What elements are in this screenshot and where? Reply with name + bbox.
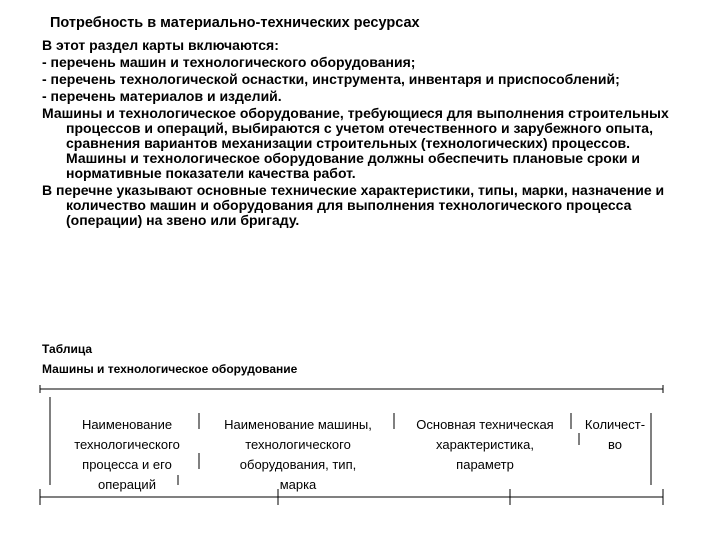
paragraph: - перечень машин и технологического оборудования; [42,54,416,70]
body-text [42,38,682,230]
table-caption: Таблица [42,342,93,356]
paragraph: - перечень материалов и изделий. [42,88,282,104]
column-header-characteristic [396,415,574,475]
header-line: технологического [74,437,180,452]
header-line: технологического [245,437,351,452]
header-line: оборудования, тип, [239,457,357,472]
paragraph: Машины и технологическое оборудование, требующиеся для выполнения строительных процессов и операций, выбираются с учетом отечественного и зарубежного опыта, сравнения вариантов механизации строительных (технологических) процессов. Машины и технологическое оборудование должны обеспечить плановые сроки и нормативные показатели качества работ. [42,105,669,181]
column-header-process [52,415,202,495]
header-line: Основная техническая [416,417,554,432]
column-header-machine [198,415,398,495]
header-line: процесса и его [82,457,172,472]
equipment-table [38,385,668,505]
paragraph: В перечне указывают основные технические характеристики, типы, марки, назначение и количество машин и оборудования для выполнения технологического процесса (операции) на звено или бригаду. [42,182,665,228]
header-line: Наименование машины, [224,417,372,432]
column-header-quantity [570,415,660,455]
header-line: Количест- [584,417,646,432]
header-line: параметр [456,457,514,472]
table-title: Машины и технологическое оборудование [42,362,298,376]
header-line: операций [98,477,156,492]
paragraph: - перечень технологической оснастки, инструмента, инвентаря и приспособлений; [42,71,620,87]
header-line: характеристика, [436,437,534,452]
paragraph: В этот раздел карты включаются: [42,37,279,53]
slide-title: Потребность в материально-технических ресурсах [50,15,420,31]
header-line: Наименование [81,417,173,432]
header-line: во [608,437,622,452]
header-line: марка [279,477,317,492]
